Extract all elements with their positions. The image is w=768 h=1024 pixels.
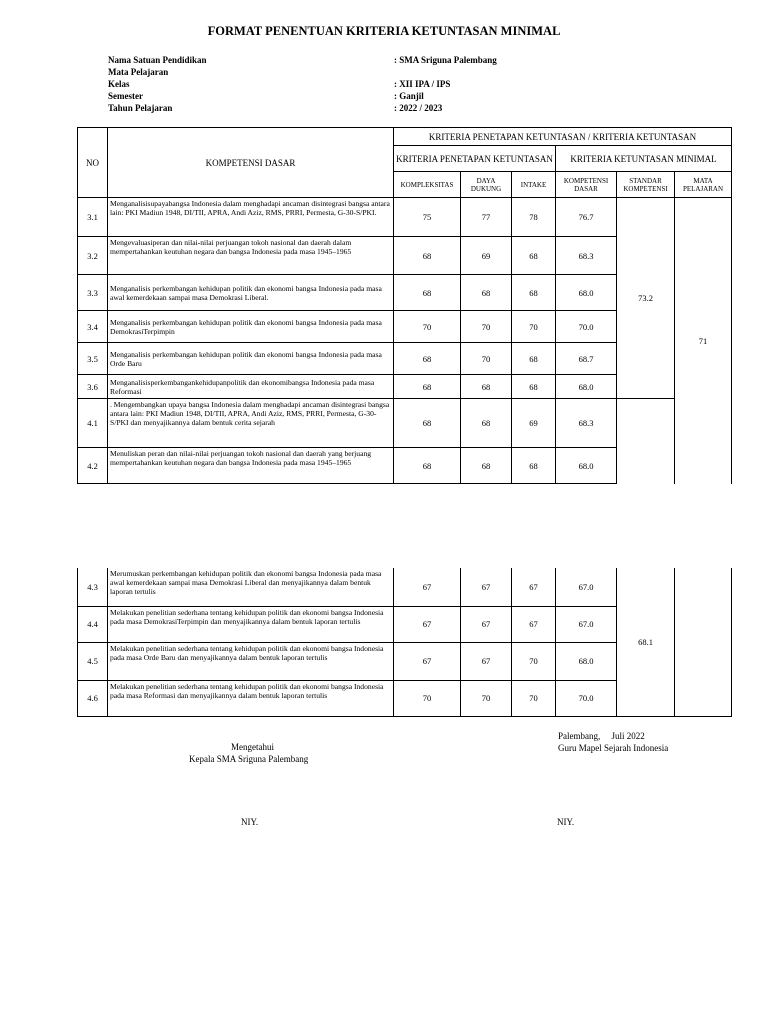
signature-principal-title: Kepala SMA Sriguna Palembang	[189, 754, 309, 764]
row-kd-value: 68.0	[556, 375, 617, 399]
info-key: Nama Satuan Pendidikan	[108, 55, 207, 65]
info-key: Semester	[108, 91, 143, 101]
mata-pelajaran-cont	[675, 568, 732, 716]
signature-place: Palembang,	[558, 731, 601, 741]
row-kompleksitas: 75	[394, 198, 461, 237]
row-kd: Menganalisis perkembangan kehidupan politik dan ekonomi bangsa Indonesia pada masa DemokrasiTerpimpin	[108, 311, 394, 343]
header-kriteria: KRITERIA PENETAPAN KETUNTASAN / KRITERIA KETUNTASAN	[394, 128, 732, 146]
mata-pelajaran-value: 71	[675, 198, 732, 484]
info-key: Kelas	[108, 79, 130, 89]
info-value: : Ganjil	[394, 91, 424, 101]
row-kd-value: 76.7	[556, 198, 617, 237]
header-standar-kompetensi: STANDAR KOMPETENSI	[617, 172, 675, 198]
signature-place-date	[558, 730, 645, 742]
row-intake: 67	[512, 606, 556, 642]
row-daya-dukung: 77	[461, 198, 512, 237]
row-kd-value: 67.0	[556, 568, 617, 606]
row-kd: Melakukan penelitian sederhana tentang kehidupan politik dan ekonomi bangsa Indonesia pada masa DemokrasiTerpimpin dan menyajikannya dalam bentuk laporan tertulis	[108, 606, 394, 642]
row-kompleksitas: 68	[394, 375, 461, 399]
header-kompleksitas: KOMPLEKSITAS	[394, 172, 461, 198]
header-daya-dukung: DAYA DUKUNG	[461, 172, 512, 198]
row-kompleksitas: 68	[394, 343, 461, 375]
standar-kompetensi-value: 68.1	[617, 568, 675, 716]
info-key: Tahun Pelajaran	[108, 103, 173, 113]
row-kd: Melakukan penelitian sederhana tentang kehidupan politik dan ekonomi bangsa Indonesia pada masa Orde Baru dan menyajikannya dalam bentuk laporan tertulis	[108, 642, 394, 680]
row-kd: Melakukan penelitian sederhana tentang kehidupan politik dan ekonomi bangsa Indonesia pada masa Reformasi dan menyajikannya dalam bentuk laporan tertulis	[108, 680, 394, 716]
row-no: 3.2	[78, 237, 108, 275]
row-kd: Menganalisis perkembangan kehidupan politik dan ekonomi bangsa Indonesia pada masa Orde Baru	[108, 343, 394, 375]
row-kompleksitas: 67	[394, 642, 461, 680]
row-kompleksitas: 68	[394, 399, 461, 448]
row-daya-dukung: 70	[461, 311, 512, 343]
signature-date: Juli 2022	[611, 731, 645, 741]
row-no: 4.6	[78, 680, 108, 716]
standar-kompetensi-blank	[617, 399, 675, 484]
row-no: 3.1	[78, 198, 108, 237]
row-intake: 78	[512, 198, 556, 237]
table-row	[78, 198, 732, 237]
page-title: FORMAT PENENTUAN KRITERIA KETUNTASAN MINIMAL	[207, 24, 561, 38]
row-kd-value: 68.7	[556, 343, 617, 375]
row-daya-dukung: 67	[461, 568, 512, 606]
row-intake: 70	[512, 311, 556, 343]
kkm-table-part-2	[77, 568, 732, 717]
row-kompleksitas: 68	[394, 237, 461, 275]
info-value: : 2022 / 2023	[394, 103, 443, 113]
row-no: 4.1	[78, 399, 108, 448]
row-kd-value: 68.3	[556, 237, 617, 275]
signature-right-niy: NIY.	[557, 817, 575, 827]
row-kd: Mengevaluasiperan dan nilai-nilai perjuangan tokoh nasional dan daerah dalam mempertahankan keutuhan negara dan bangsa Indonesia pada masa 1945–1965	[108, 237, 394, 275]
row-daya-dukung: 68	[461, 448, 512, 484]
row-intake: 68	[512, 275, 556, 311]
table-row	[78, 568, 732, 606]
row-kd: Menganalisisperkembangankehidupanpolitik dan ekonomibangsa Indonesia pada masa Reformasi	[108, 375, 394, 399]
signature-teacher-title: Guru Mapel Sejarah Indonesia	[558, 743, 669, 753]
row-kd-value: 67.0	[556, 606, 617, 642]
signature-mengetahui: Mengetahui	[231, 742, 274, 752]
row-no: 3.6	[78, 375, 108, 399]
kkm-table-part-1	[77, 127, 732, 484]
row-no: 3.3	[78, 275, 108, 311]
row-kompleksitas: 70	[394, 680, 461, 716]
row-kd: Merumuskan perkembangan kehidupan politik dan ekonomi bangsa Indonesia pada masa awal kemerdekaan sampai masa Demokrasi Liberal dan menyajikannya dalam bentuk laporan tertulis	[108, 568, 394, 606]
row-daya-dukung: 68	[461, 399, 512, 448]
row-kd: Menganalisis perkembangan kehidupan politik dan ekonomi bangsa Indonesia pada masa awal kemerdekaan sampai masa Demokrasi Liberal.	[108, 275, 394, 311]
row-daya-dukung: 70	[461, 343, 512, 375]
row-intake: 67	[512, 568, 556, 606]
signature-left-niy: NIY.	[241, 817, 259, 827]
row-daya-dukung: 70	[461, 680, 512, 716]
row-no: 4.4	[78, 606, 108, 642]
row-kd-value: 68.3	[556, 399, 617, 448]
row-intake: 68	[512, 375, 556, 399]
header-no: NO	[78, 128, 108, 198]
row-daya-dukung: 68	[461, 375, 512, 399]
row-kd-value: 68.0	[556, 275, 617, 311]
row-kd-value: 70.0	[556, 680, 617, 716]
info-key: Mata Pelajaran	[108, 67, 169, 77]
header-kd-value: KOMPETENSI DASAR	[556, 172, 617, 198]
row-kompleksitas: 70	[394, 311, 461, 343]
info-value: : XII IPA / IPS	[394, 79, 451, 89]
row-no: 4.3	[78, 568, 108, 606]
row-no: 4.5	[78, 642, 108, 680]
standar-kompetensi-value: 73.2	[617, 198, 675, 399]
header-intake: INTAKE	[512, 172, 556, 198]
row-daya-dukung: 67	[461, 642, 512, 680]
row-daya-dukung: 69	[461, 237, 512, 275]
info-value: : SMA Sriguna Palembang	[394, 55, 497, 65]
header-kompetensi-dasar: KOMPETENSI DASAR	[108, 128, 394, 198]
row-kompleksitas: 68	[394, 448, 461, 484]
row-intake: 70	[512, 642, 556, 680]
row-no: 3.4	[78, 311, 108, 343]
row-kompleksitas: 67	[394, 606, 461, 642]
row-daya-dukung: 67	[461, 606, 512, 642]
row-daya-dukung: 68	[461, 275, 512, 311]
row-kd-value: 68.0	[556, 448, 617, 484]
row-kd: Menuliskan peran dan nilai-nilai perjuangan tokoh nasional dan daerah yang berjuang mempertahankan keutuhan negara dan bangsa Indonesia pada masa 1945–1965	[108, 448, 394, 484]
row-intake: 70	[512, 680, 556, 716]
row-intake: 68	[512, 343, 556, 375]
header-penetapan: KRITERIA PENETAPAN KETUNTASAN	[394, 146, 556, 172]
row-no: 3.5	[78, 343, 108, 375]
row-no: 4.2	[78, 448, 108, 484]
row-kd: . Mengembangkan upaya bangsa Indonesia dalam menghadapi ancaman disintegrasi bangsa antara lain: PKI Madiun 1948, DI/TII, APRA, Andi Aziz, RMS, PRRI, Permesta, G-30-S/PKI dan menyajikannya dalam bentuk cerita sejarah	[108, 399, 394, 448]
table-row	[78, 399, 732, 448]
row-kompleksitas: 67	[394, 568, 461, 606]
row-intake: 69	[512, 399, 556, 448]
row-kd-value: 68.0	[556, 642, 617, 680]
row-kd-value: 70.0	[556, 311, 617, 343]
row-kompleksitas: 68	[394, 275, 461, 311]
header-mata-pelajaran: MATA PELAJARAN	[675, 172, 732, 198]
row-kd: Menganalisisupayabangsa Indonesia dalam menghadapi ancaman disintegrasi bangsa antara lain: PKI Madiun 1948, DI/TII, APRA, Andi Aziz, RMS, PRRI, Permesta, G-30-S/PKI.	[108, 198, 394, 237]
row-intake: 68	[512, 448, 556, 484]
header-minimal: KRITERIA KETUNTASAN MINIMAL	[556, 146, 732, 172]
row-intake: 68	[512, 237, 556, 275]
